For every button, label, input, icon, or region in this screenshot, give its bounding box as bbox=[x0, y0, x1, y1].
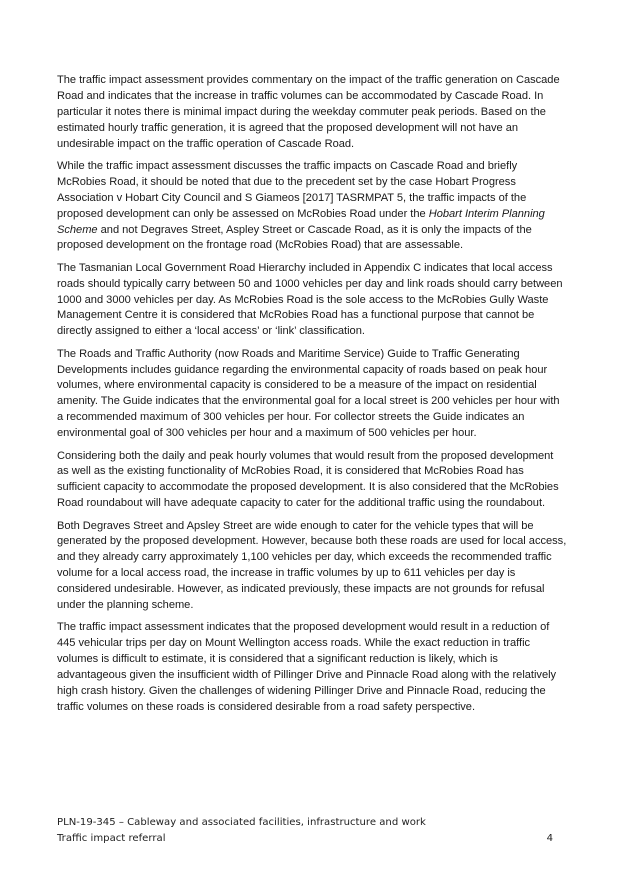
page-number: 4 bbox=[546, 832, 553, 844]
paragraph-environmental-capacity: The Roads and Traffic Authority (now Roads and Maritime Service) Guide to Traffic Generating Developments includes guidance regarding the environmental capacity of roads based on peak hour volumes, where environmental capacity is considered to be a measure of the impact on residential amenity. The Guide indicates that the environmental goal for a local street is 200 vehicles per hour with a recommended maximum of 300 vehicles per hour. For collector streets the Guide indicates an environmental goal of 300 vehicles per hour and a maximum of 500 vehicles per hour. bbox=[57, 347, 560, 440]
paragraph-degraves-apsley-streets: Both Degraves Street and Apsley Street are wide enough to cater for the vehicle types that will be generated by the proposed development. However, because both these roads are used for local access, and they already carry approximately 1,100 vehicles per day, which exceeds the recommended traffic volume for a local access road, the increase in traffic volumes by up to 611 vehicles per day is considered undesirable. However, as indicated previously, these impacts are not grounds for refusal under the planning scheme. bbox=[57, 519, 567, 612]
paragraph-precedent-mcrobies-road bbox=[57, 159, 567, 254]
document-body bbox=[57, 73, 567, 722]
paragraph-road-hierarchy: The Tasmanian Local Government Road Hierarchy included in Appendix C indicates that local access roads should typically carry between 50 and 1000 vehicles per day and link roads should carry between 1000 and 3000 vehicles per day. As McRobies Road is the sole access to the McRobies Gully Waste Management Centre it is considered that McRobies Road has a functional purpose that cannot be directly assigned to either a ‘local access’ or ‘link’ classification. bbox=[57, 261, 563, 338]
paragraph-text-segment: and not Degraves Street, Aspley Street or Cascade Road, as it is only the impacts of the proposed development on the frontage road (McRobies Road) that are assessable. bbox=[57, 223, 532, 252]
footer-subtitle: Traffic impact referral bbox=[57, 832, 166, 844]
paragraph-text-segment: While the traffic impact assessment discusses the traffic impacts on Cascade Road and briefly McRobies Road, it should be noted that due to the precedent set by the case Hobart Progress Association v Hobart City Council and S Giameos [2017] TASRMPAT 5, the traffic impacts of the proposed development can only be assessed on McRobies Road under the bbox=[57, 159, 527, 220]
footer-reference: PLN-19-345 – Cableway and associated facilities, infrastructure and work bbox=[57, 817, 426, 828]
page-footer bbox=[57, 815, 567, 846]
planning-scheme-title: Hobart Interim Planning Scheme bbox=[57, 207, 545, 236]
paragraph-mount-wellington-reduction: The traffic impact assessment indicates that the proposed development would result in a reduction of 445 vehicular trips per day on Mount Wellington access roads. While the exact reduction in traffic volumes is difficult to estimate, it is considered that a significant reduction is likely, which is advantageous given the insufficient width of Pillinger Drive and Pinnacle Road along with the relatively high crash history. Given the challenges of widening Pillinger Drive and Pinnacle Road, reducing the traffic volumes on these roads is considered desirable from a road safety perspective. bbox=[57, 621, 557, 713]
paragraph-traffic-assessment-cascade-road: The traffic impact assessment provides commentary on the impact of the traffic generation on Cascade Road and indicates that the increase in traffic volumes can be accommodated by Cascade Road. In particular it notes there is minimal impact during the weekday commuter peak periods. Based on the estimated hourly traffic generation, it is agreed that the proposed development will not have an undesirable impact on the traffic operation of Cascade Road. bbox=[57, 74, 560, 150]
paragraph-capacity-conclusion: Considering both the daily and peak hourly volumes that would result from the proposed development as well as the existing functionality of McRobies Road, it is considered that McRobies Road has sufficient capacity to accommodate the proposed development. It is also considered that the McRobies Road roundabout will have adequate capacity to cater for the additional traffic using the roundabout. bbox=[57, 449, 559, 510]
